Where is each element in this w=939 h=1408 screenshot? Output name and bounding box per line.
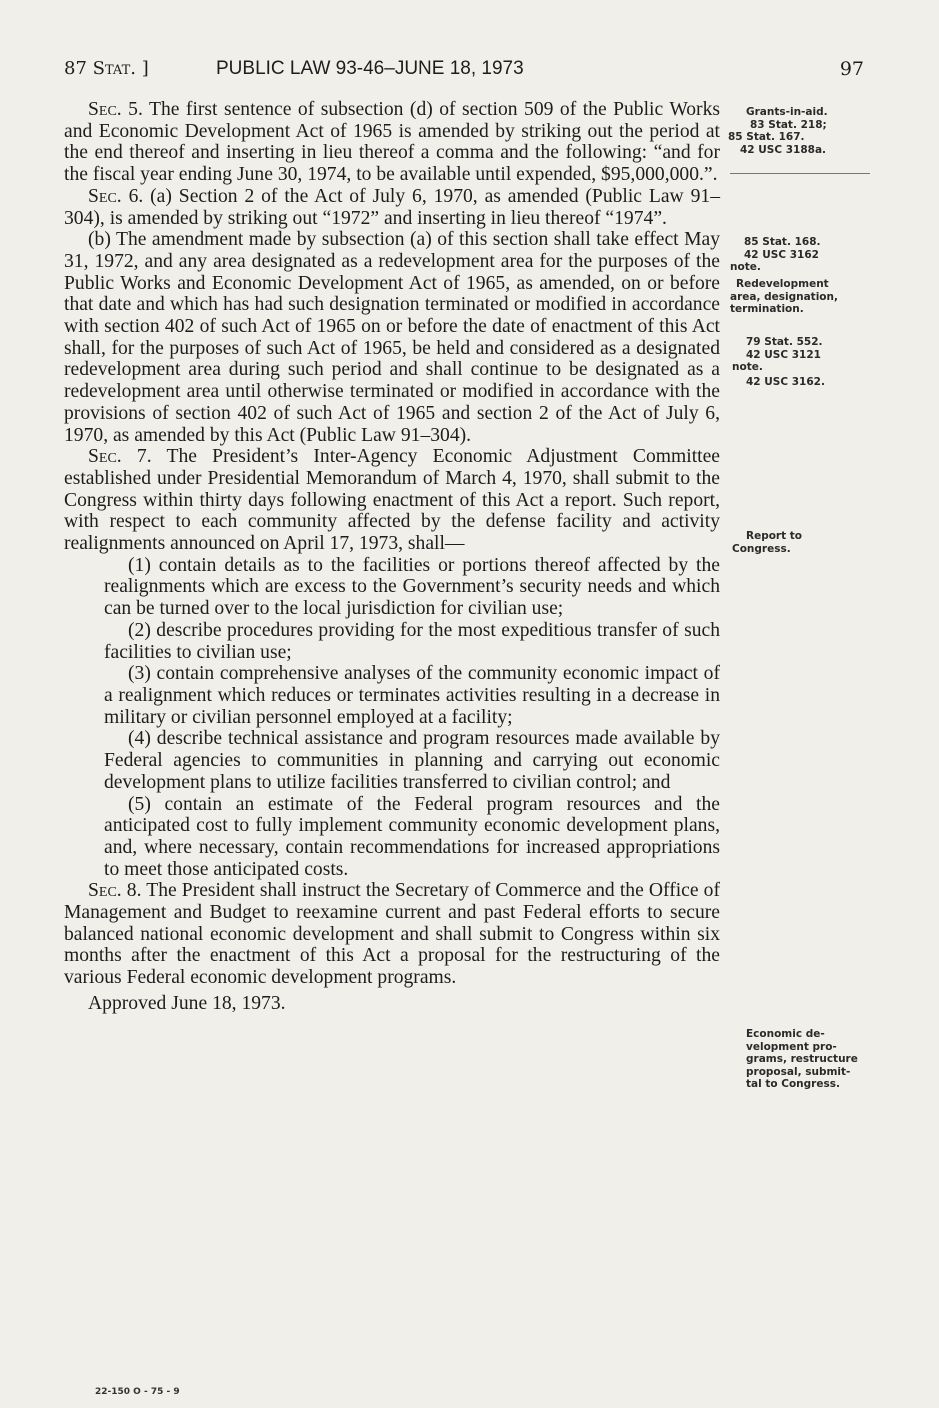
list-item: (4) describe technical assistance and program resources made available by Federal agencies to communities in planning and carrying out economic development plans to utilize facilities transferred to civilian control; and bbox=[104, 728, 720, 793]
section-label: Sec. bbox=[88, 185, 122, 207]
margin-note-redevelopment: Redevelopment area, designation, termination. bbox=[730, 278, 838, 315]
list-item: (3) contain comprehensive analyses of the community economic impact of a realignment which reduces or terminates activities resulting in a decrease in military or civilian personnel employed at a facility; bbox=[104, 663, 720, 728]
margin-note-usc-3162: 42 USC 3162. bbox=[746, 376, 825, 388]
approval-date: Approved June 18, 1973. bbox=[88, 992, 286, 1014]
margin-note-report: Report to Congress. bbox=[732, 530, 803, 555]
section-label: Sec. bbox=[88, 99, 122, 120]
margin-note-statute-79: 79 Stat. 552. 42 USC 3121 note. bbox=[732, 336, 823, 373]
section-7-items bbox=[64, 555, 720, 881]
page-number: 97 bbox=[839, 58, 864, 80]
section-text: 5. The first sentence of subsection (d) of section 509 of the Public Works and Economic Development Act of 1965 is amended by striking out the period at the end thereof and inserting in lieu thereof a comma and the following: “and for the fiscal year ending June 30, 1974, to be available until expended, $95,000,000.”. bbox=[64, 99, 720, 186]
section-6a bbox=[64, 186, 720, 229]
section-label: Sec. bbox=[88, 880, 122, 902]
section-8 bbox=[64, 880, 720, 989]
section-7 bbox=[64, 446, 720, 555]
main-text bbox=[64, 99, 720, 1015]
margin-note-grants: Grants-in-aid. 83 Stat. 218; 85 Stat. 167. 42 USC 3188a. bbox=[728, 106, 828, 156]
list-item: (1) contain details as to the facilities or portions thereof affected by the realignments which are excess to the Government’s security needs and which can be turned over to the local jurisdiction for civilian use; bbox=[104, 554, 720, 620]
margin-note-economic-development: Economic de- velopment pro- grams, restructure proposal, submit- tal to Congress. bbox=[746, 1028, 858, 1090]
margin-note-statute-85: 85 Stat. 168. 42 USC 3162 note. bbox=[730, 236, 821, 273]
section-6b: (b) The amendment made by subsection (a) of this section shall take effect May 31, 1972, and any area designated as a redevelopment area for the purposes of the Public Works and Economic Development Act of 1965, as amended, on or before that date and which has had such designation terminated or modified in accordance with section 402 of such Act of 1965 on or before the date of enactment of this Act shall, for the purposes of such Act of 1965, be held and considered as a designated redevelopment area during such period and shall continue to be designated as a redevelopment area until otherwise terminated or modified in accordance with the provisions of section 402 of such Act of 1965 and section 2 of the Act of July 6, 1970, as amended by this Act (Public Law 91–304). bbox=[64, 229, 720, 446]
margin-divider bbox=[730, 173, 870, 174]
print-code-footer: 22-150 O - 75 - 9 bbox=[95, 1387, 180, 1397]
section-label: Sec. bbox=[88, 446, 122, 468]
section-text: 7. The President’s Inter-Agency Economic Adjustment Committee established under Presidential Memorandum of March 4, 1970, shall submit to the Congress within thirty days following enactment of this Act a report. Such report, with respect to each community affected by the defense facility and activity realignments announced on April 17, 1973, shall— bbox=[64, 446, 720, 555]
page-header bbox=[64, 58, 864, 84]
header-title: PUBLIC LAW 93-46–JUNE 18, 1973 bbox=[216, 58, 524, 79]
list-item: (5) contain an estimate of the Federal program resources and the anticipated cost to fully implement community economic development plans, and, where necessary, contain recommendations for increased appropriations to meet those anticipated costs. bbox=[104, 793, 720, 880]
list-item: (2) describe procedures providing for the most expeditious transfer of such facilities to civilian use; bbox=[104, 619, 720, 663]
section-text: 6. (a) Section 2 of the Act of July 6, 1970, as amended (Public Law 91–304), is amended by striking out “1972” and inserting in lieu thereof “1974”. bbox=[64, 185, 720, 229]
section-5 bbox=[64, 99, 720, 186]
section-text: 8. The President shall instruct the Secretary of Commerce and the Office of Management and Budget to reexamine current and past Federal efforts to secure balanced national economic development and shall submit to Congress within six months after the enactment of this Act a proposal for the restructuring of the various Federal economic development programs. bbox=[64, 880, 720, 989]
header-statute-ref: 87 Stat. ] bbox=[64, 58, 149, 79]
